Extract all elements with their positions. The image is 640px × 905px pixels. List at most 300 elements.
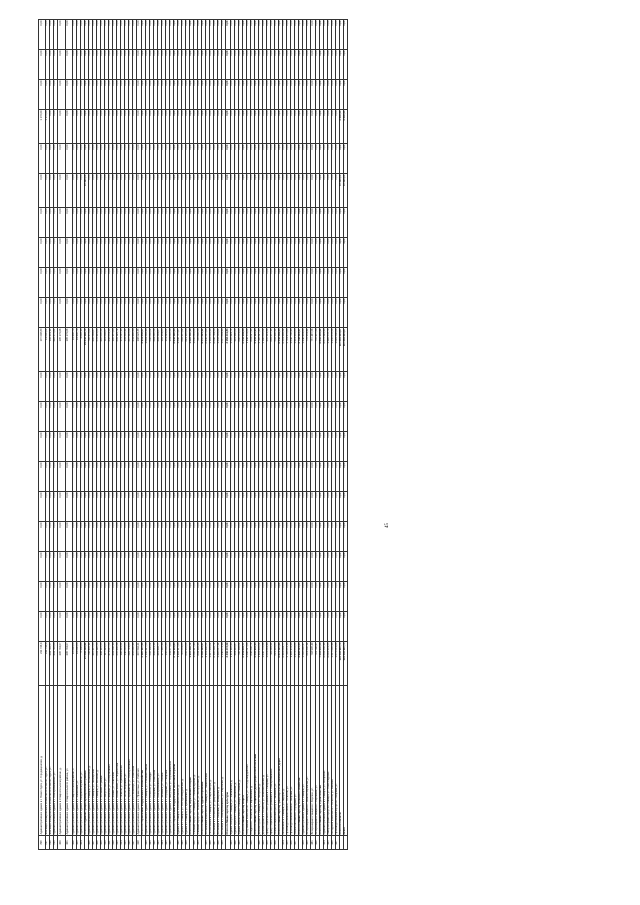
row-name-cell: Учебный корпус в г. Самара, ул. Ленинградская, д. bbox=[194, 686, 198, 836]
value-cell: 0,00 bbox=[262, 372, 266, 402]
value-cell: 0,00 bbox=[323, 268, 327, 298]
value-cell: 0,00 bbox=[339, 432, 343, 462]
value-cell: 0,00 bbox=[238, 268, 242, 298]
value-cell: 6 873 520,66 bbox=[279, 642, 283, 686]
value-cell: 0,00 bbox=[303, 582, 307, 612]
value-cell: 1 245 770,36 bbox=[262, 642, 266, 686]
value-cell: 0,00 bbox=[230, 552, 234, 582]
value-cell: 0,00 bbox=[109, 552, 113, 582]
value-cell: 0,00 bbox=[46, 462, 50, 492]
value-cell: 0,00 bbox=[88, 582, 92, 612]
value-cell: 0,00 bbox=[105, 552, 109, 582]
value-cell: 0,00 bbox=[54, 50, 58, 80]
value-cell: 402 861,18 bbox=[153, 642, 157, 686]
value-cell: 0,00 bbox=[234, 552, 238, 582]
value-cell: 0,00 bbox=[210, 174, 214, 208]
value-cell: 0,00 bbox=[250, 50, 254, 80]
value-cell: 0,00 bbox=[254, 208, 258, 238]
value-cell: 0,00 bbox=[88, 298, 92, 328]
value-cell: 0,00 bbox=[210, 582, 214, 612]
value-cell: 0,00 bbox=[335, 492, 339, 522]
row-name-cell: Административное здание в г. Новокуйбышевск, ул. bbox=[157, 686, 161, 836]
value-cell: 0,00 bbox=[331, 174, 335, 208]
value-cell: 0,00 bbox=[335, 50, 339, 80]
value-cell: 0,00 bbox=[287, 462, 291, 492]
value-cell: 0,00 bbox=[121, 432, 125, 462]
value-cell: 795 890,53 bbox=[198, 328, 202, 372]
value-cell: 0,00 bbox=[327, 552, 331, 582]
value-cell: 0,00 bbox=[222, 110, 226, 144]
value-cell: 0,00 bbox=[186, 372, 190, 402]
value-cell: 0,00 bbox=[258, 552, 262, 582]
row-number-cell: 429 bbox=[181, 836, 185, 850]
value-cell: 0,00 bbox=[311, 208, 315, 238]
value-cell: 9 493 228,27 bbox=[202, 642, 206, 686]
value-cell: 1 140 074,10 bbox=[222, 642, 226, 686]
value-cell: 0,00 bbox=[258, 208, 262, 238]
value-cell: 0,00 bbox=[101, 492, 105, 522]
value-cell: 0,00 bbox=[39, 402, 46, 432]
value-cell: 0,00 bbox=[145, 268, 149, 298]
value-cell: 0,00 bbox=[46, 432, 50, 462]
value-cell: 0,00 bbox=[72, 208, 76, 238]
value-cell: 0,00 bbox=[262, 238, 266, 268]
value-cell: 0,00 bbox=[307, 50, 311, 80]
value-cell: 0,00 bbox=[181, 612, 185, 642]
value-cell: 0,00 bbox=[339, 208, 343, 238]
value-cell: 0,00 bbox=[254, 298, 258, 328]
value-cell: 0,00 bbox=[153, 492, 157, 522]
value-cell: 0,00 bbox=[133, 174, 137, 208]
value-cell: 0,00 bbox=[250, 432, 254, 462]
value-cell: 241 460,34 bbox=[133, 328, 137, 372]
value-cell: 0,00 bbox=[96, 268, 100, 298]
value-cell: 0,00 bbox=[198, 174, 202, 208]
value-cell: 0,00 bbox=[39, 522, 46, 552]
value-cell: 0,00 bbox=[323, 174, 327, 208]
value-cell: 0,00 bbox=[206, 208, 210, 238]
row-number-cell: 443 bbox=[238, 836, 242, 850]
value-cell: 0,00 bbox=[96, 298, 100, 328]
value-cell: 0,00 bbox=[54, 110, 58, 144]
value-cell: 0,00 bbox=[137, 582, 141, 612]
value-cell: 0,00 bbox=[279, 582, 283, 612]
value-cell: 0,00 bbox=[262, 402, 266, 432]
value-cell: 0,00 bbox=[339, 144, 343, 174]
value-cell: 0,00 bbox=[250, 238, 254, 268]
value-cell: 0,00 bbox=[303, 552, 307, 582]
value-cell: 2 340,00 bbox=[343, 110, 347, 144]
value-cell: 0,00 bbox=[335, 612, 339, 642]
value-cell: 0,00 bbox=[161, 238, 165, 268]
value-cell: 0,00 bbox=[327, 492, 331, 522]
value-cell: 0,00 bbox=[129, 552, 133, 582]
value-cell: 0,00 bbox=[181, 492, 185, 522]
row-number-cell: 437 bbox=[214, 836, 218, 850]
row-number-cell: 396 bbox=[39, 836, 46, 850]
value-cell: 0,00 bbox=[226, 174, 230, 208]
value-cell: 0,00 bbox=[65, 20, 72, 50]
value-cell: 0,00 bbox=[311, 582, 315, 612]
value-cell: 0,00 bbox=[161, 268, 165, 298]
value-cell: 211 743,4 bbox=[39, 642, 46, 686]
value-cell: 0,00 bbox=[234, 522, 238, 552]
value-cell: 14 645,01 bbox=[46, 328, 50, 372]
value-cell: 0,00 bbox=[271, 20, 275, 50]
value-cell: 0,00 bbox=[96, 372, 100, 402]
value-cell: 0,00 bbox=[96, 110, 100, 144]
value-cell: 0,00 bbox=[153, 208, 157, 238]
value-cell: 0,00 bbox=[331, 144, 335, 174]
table-row bbox=[58, 20, 65, 850]
row-name-cell: Складской комплекс в г. Тольятти, ул. Базовая bbox=[331, 686, 335, 836]
value-cell: 0,00 bbox=[279, 80, 283, 110]
row-number-cell: 452 bbox=[275, 836, 279, 850]
value-cell: 0,00 bbox=[173, 144, 177, 174]
value-cell: 0,00 bbox=[50, 144, 54, 174]
value-cell: 0,00 bbox=[133, 50, 137, 80]
value-cell: 0,00 bbox=[198, 372, 202, 402]
value-cell: 0,00 bbox=[299, 552, 303, 582]
value-cell: 0,00 bbox=[76, 298, 80, 328]
value-cell: 0,00 bbox=[145, 432, 149, 462]
value-cell: 0,00 bbox=[299, 208, 303, 238]
value-cell: 0,00 bbox=[117, 372, 121, 402]
row-number-cell: 410 bbox=[105, 836, 109, 850]
value-cell: 0,00 bbox=[319, 268, 323, 298]
value-cell: 533 108,62 bbox=[149, 642, 153, 686]
value-cell: 0,00 bbox=[177, 298, 181, 328]
value-cell: 0,00 bbox=[271, 402, 275, 432]
value-cell: 0,00 bbox=[262, 174, 266, 208]
value-cell: 0,00 bbox=[287, 612, 291, 642]
value-cell: 0,00 bbox=[153, 238, 157, 268]
value-cell: 0,00 bbox=[121, 372, 125, 402]
value-cell: 1 308 527,06 bbox=[246, 642, 250, 686]
value-cell: 0,00 bbox=[246, 402, 250, 432]
value-cell: 0,00 bbox=[218, 20, 222, 50]
value-cell: 0,00 bbox=[307, 144, 311, 174]
value-cell: 0,00 bbox=[80, 238, 84, 268]
value-cell: 0,00 bbox=[46, 552, 50, 582]
value-cell: 0,00 bbox=[76, 144, 80, 174]
value-cell: 0,00 bbox=[315, 50, 319, 80]
value-cell: 0,00 bbox=[177, 208, 181, 238]
value-cell: 0,00 bbox=[194, 268, 198, 298]
value-cell: 0,00 bbox=[186, 208, 190, 238]
value-cell: 0,00 bbox=[279, 372, 283, 402]
value-cell: 0,00 bbox=[311, 552, 315, 582]
value-cell: 146 093,63 bbox=[125, 642, 129, 686]
value-cell: 0,00 bbox=[65, 582, 72, 612]
value-cell: 0,00 bbox=[161, 612, 165, 642]
value-cell: 0,00 bbox=[266, 110, 270, 144]
value-cell: 0,00 bbox=[226, 522, 230, 552]
value-cell: 0,00 bbox=[65, 462, 72, 492]
value-cell: 0,00 bbox=[137, 238, 141, 268]
value-cell: 1 914 366,72 bbox=[190, 642, 194, 686]
value-cell: 0,00 bbox=[335, 462, 339, 492]
value-cell: 0,00 bbox=[80, 298, 84, 328]
value-cell: 0,00 bbox=[295, 144, 299, 174]
value-cell: 0,00 bbox=[307, 402, 311, 432]
value-cell: 0,00 bbox=[226, 582, 230, 612]
value-cell: 0,00 bbox=[323, 522, 327, 552]
value-cell: 0,00 bbox=[246, 238, 250, 268]
value-cell: 0,00 bbox=[202, 552, 206, 582]
value-cell: 0,00 bbox=[339, 80, 343, 110]
value-cell: 2 012 931,55 bbox=[327, 642, 331, 686]
value-cell: 2 151 835,77 bbox=[242, 642, 246, 686]
value-cell: 0,00 bbox=[181, 432, 185, 462]
value-cell: 0,00 bbox=[121, 582, 125, 612]
value-cell: 0,00 bbox=[291, 462, 295, 492]
value-cell: 0,00 bbox=[92, 50, 96, 80]
value-cell: 3,00 bbox=[84, 238, 88, 268]
value-cell: 0,00 bbox=[226, 298, 230, 328]
value-cell: 0,00 bbox=[181, 522, 185, 552]
value-cell: 0,00 bbox=[50, 174, 54, 208]
value-cell: 0,00 bbox=[222, 238, 226, 268]
row-number-cell: 418 bbox=[137, 836, 141, 850]
value-cell: 0,00 bbox=[198, 110, 202, 144]
value-cell: 0,00 bbox=[339, 522, 343, 552]
row-number-cell: 417 bbox=[133, 836, 137, 850]
value-cell: 0,00 bbox=[92, 208, 96, 238]
value-cell: 0,00 bbox=[343, 522, 347, 552]
value-cell: 0,00 bbox=[299, 50, 303, 80]
value-cell: 0,00 bbox=[331, 612, 335, 642]
value-cell: 0,00 bbox=[105, 492, 109, 522]
row-number-cell: 413 bbox=[117, 836, 121, 850]
value-cell: 0,00 bbox=[173, 372, 177, 402]
value-cell: 0,00 bbox=[50, 298, 54, 328]
value-cell: 0,00 bbox=[266, 402, 270, 432]
value-cell: 0,00 bbox=[117, 80, 121, 110]
value-cell: 0,00 bbox=[161, 522, 165, 552]
value-cell: 0,00 bbox=[315, 492, 319, 522]
value-cell: 0,00 bbox=[311, 612, 315, 642]
value-cell: 0,00 bbox=[194, 110, 198, 144]
value-cell: 0,00 bbox=[254, 268, 258, 298]
value-cell: 0,00 bbox=[202, 268, 206, 298]
value-cell: 0,00 bbox=[206, 552, 210, 582]
value-cell: 0,00 bbox=[165, 298, 169, 328]
value-cell: 0,00 bbox=[177, 492, 181, 522]
value-cell: 0,00 bbox=[258, 238, 262, 268]
value-cell: 1 518 066,47 bbox=[303, 642, 307, 686]
value-cell: 0,00 bbox=[242, 462, 246, 492]
value-cell: 0,00 bbox=[214, 372, 218, 402]
row-name-cell: Административное здание в г. Жигулевск, ул. Морквашинская bbox=[169, 686, 173, 836]
value-cell: 0,00 bbox=[283, 372, 287, 402]
value-cell: 0,00 bbox=[129, 50, 133, 80]
value-cell: 0,00 bbox=[339, 462, 343, 492]
value-cell: 0,00 bbox=[129, 144, 133, 174]
value-cell: 0,00 bbox=[287, 20, 291, 50]
value-cell: 0,00 bbox=[303, 20, 307, 50]
value-cell: 0,00 bbox=[327, 80, 331, 110]
value-cell: 0,00 bbox=[181, 298, 185, 328]
value-cell: 0,00 bbox=[173, 402, 177, 432]
value-cell: 0,00 bbox=[331, 238, 335, 268]
value-cell: 0,00 bbox=[198, 50, 202, 80]
value-cell: 0,00 bbox=[149, 144, 153, 174]
value-cell: 37 420,00 bbox=[339, 174, 343, 208]
value-cell: 0,00 bbox=[173, 174, 177, 208]
value-cell: 0,00 bbox=[254, 552, 258, 582]
value-cell: 0,00 bbox=[109, 522, 113, 552]
row-name-cell: Административное здание Ставропольского района, ул. bbox=[65, 686, 72, 836]
value-cell: 1 136 427,50 bbox=[145, 642, 149, 686]
value-cell: 0,00 bbox=[50, 552, 54, 582]
row-name-cell: Административное здание в с. Кошки, ул. Советская bbox=[113, 686, 117, 836]
value-cell: 0,00 bbox=[262, 80, 266, 110]
value-cell: 2 642 190,53 bbox=[173, 328, 177, 372]
value-cell: 1 188 633,02 bbox=[262, 328, 266, 372]
value-cell: 0,00 bbox=[181, 402, 185, 432]
value-cell: 117 884 615,87 bbox=[343, 328, 347, 372]
value-cell: 0,00 bbox=[234, 20, 238, 50]
value-cell: 0,00 bbox=[39, 298, 46, 328]
value-cell: 0,00 bbox=[137, 80, 141, 110]
value-cell: 12 098,00 bbox=[76, 642, 80, 686]
value-cell: 0,00 bbox=[113, 582, 117, 612]
value-cell: 0,00 bbox=[242, 612, 246, 642]
value-cell: 0,00 bbox=[133, 372, 137, 402]
value-cell: 0,00 bbox=[92, 80, 96, 110]
value-cell: 0,00 bbox=[145, 298, 149, 328]
value-cell: 0,00 bbox=[214, 612, 218, 642]
value-cell: 0,00 bbox=[165, 552, 169, 582]
value-cell: 0,00 bbox=[262, 50, 266, 80]
row-number-cell: 433 bbox=[198, 836, 202, 850]
value-cell: 0,00 bbox=[266, 298, 270, 328]
value-cell: 0,00 bbox=[186, 522, 190, 552]
value-cell: 0,00 bbox=[226, 372, 230, 402]
value-cell: 0,00 bbox=[258, 50, 262, 80]
page-number: 45 bbox=[385, 523, 390, 528]
value-cell: 2 105 349,72 bbox=[214, 642, 218, 686]
value-cell: 0,00 bbox=[84, 522, 88, 552]
value-cell: 0,00 bbox=[92, 612, 96, 642]
row-number-cell: 466 bbox=[331, 836, 335, 850]
value-cell: 0,00 bbox=[266, 492, 270, 522]
value-cell: 0,00 bbox=[279, 174, 283, 208]
value-cell: 0,00 bbox=[117, 208, 121, 238]
value-cell: 0,00 bbox=[165, 612, 169, 642]
value-cell: 0,00 bbox=[129, 582, 133, 612]
value-cell: 0,00 bbox=[173, 462, 177, 492]
value-cell: 0,00 bbox=[271, 462, 275, 492]
value-cell: 0,00 bbox=[133, 582, 137, 612]
value-cell: 0,00 bbox=[262, 432, 266, 462]
value-cell: 0,00 bbox=[72, 402, 76, 432]
value-cell: 0,00 bbox=[173, 612, 177, 642]
value-cell: 0,00 bbox=[165, 402, 169, 432]
row-name-cell: Административное здание в Ставропольском районе, д. bbox=[58, 686, 65, 836]
value-cell: 0,00 bbox=[275, 492, 279, 522]
value-cell: 0,00 bbox=[206, 110, 210, 144]
value-cell: 0,00 bbox=[72, 492, 76, 522]
value-cell: 0,00 bbox=[80, 80, 84, 110]
value-cell: 682 237,02 bbox=[181, 328, 185, 372]
value-cell: 0,00 bbox=[58, 432, 65, 462]
value-cell: 0,00 bbox=[153, 372, 157, 402]
value-cell: 0,00 bbox=[39, 582, 46, 612]
value-cell: 0,00 bbox=[254, 612, 258, 642]
value-cell: 0,00 bbox=[271, 492, 275, 522]
value-cell: 0,00 bbox=[238, 238, 242, 268]
value-cell: 0,00 bbox=[246, 612, 250, 642]
value-cell: 0,00 bbox=[190, 298, 194, 328]
row-name-cell: Итого по Министерству строительства bbox=[319, 686, 323, 836]
value-cell: 0,00 bbox=[109, 268, 113, 298]
row-number-cell: 432 bbox=[194, 836, 198, 850]
value-cell: 0,00 bbox=[307, 238, 311, 268]
row-name-cell: Жилищно-коммунальное хозяйство в Иловлях, Чурга, ул. bbox=[50, 686, 54, 836]
value-cell: 234 783,04 bbox=[54, 642, 58, 686]
value-cell: 0,00 bbox=[101, 402, 105, 432]
value-cell: 0,00 bbox=[177, 432, 181, 462]
value-cell: 755 437,34 bbox=[315, 328, 319, 372]
value-cell: 0,00 bbox=[141, 238, 145, 268]
value-cell: 0,00 bbox=[230, 612, 234, 642]
value-cell: 0,00 bbox=[157, 50, 161, 80]
value-cell: 0,00 bbox=[109, 298, 113, 328]
value-cell: 592 996,91 bbox=[275, 328, 279, 372]
value-cell: 0,00 bbox=[279, 208, 283, 238]
value-cell: 0,00 bbox=[80, 208, 84, 238]
value-cell: 117 884 615,87 bbox=[339, 328, 343, 372]
value-cell: 0,00 bbox=[283, 492, 287, 522]
value-cell: 0,00 bbox=[165, 20, 169, 50]
value-cell: 0,00 bbox=[246, 20, 250, 50]
value-cell: 0,00 bbox=[46, 402, 50, 432]
value-cell: 776 954,41 bbox=[307, 328, 311, 372]
value-cell: 0,00 bbox=[54, 402, 58, 432]
value-cell: 0,00 bbox=[242, 582, 246, 612]
value-cell: 0,00 bbox=[125, 372, 129, 402]
value-cell: 0,00 bbox=[335, 238, 339, 268]
value-cell: 804 627,99 bbox=[250, 328, 254, 372]
value-cell: 0,00 bbox=[323, 432, 327, 462]
value-cell: 0,00 bbox=[194, 174, 198, 208]
value-cell: 0,00 bbox=[145, 174, 149, 208]
value-cell: 0,00 bbox=[287, 110, 291, 144]
value-cell: 0,00 bbox=[96, 144, 100, 174]
value-cell: 0,00 bbox=[258, 432, 262, 462]
value-cell: 0,00 bbox=[149, 268, 153, 298]
value-cell: 0,00 bbox=[335, 80, 339, 110]
value-cell: 112 042,07 bbox=[105, 328, 109, 372]
value-cell: 0,00 bbox=[315, 462, 319, 492]
value-cell: 0,00 bbox=[319, 144, 323, 174]
value-cell: 0,00 bbox=[186, 174, 190, 208]
value-cell: 209 384,87 bbox=[157, 328, 161, 372]
value-cell: 0,00 bbox=[202, 238, 206, 268]
value-cell: 0,00 bbox=[242, 144, 246, 174]
value-cell: 0,00 bbox=[96, 432, 100, 462]
value-cell: 0,00 bbox=[101, 20, 105, 50]
value-cell: 0,00 bbox=[190, 80, 194, 110]
row-name-cell: Ветеринарная станция в с. Кинель-Черкассы, ул. bbox=[307, 686, 311, 836]
value-cell: 0,00 bbox=[226, 110, 230, 144]
value-cell: 0,00 bbox=[258, 298, 262, 328]
value-cell: 0,00 bbox=[307, 552, 311, 582]
value-cell: 0,00 bbox=[242, 552, 246, 582]
value-cell: 0,00 bbox=[218, 80, 222, 110]
